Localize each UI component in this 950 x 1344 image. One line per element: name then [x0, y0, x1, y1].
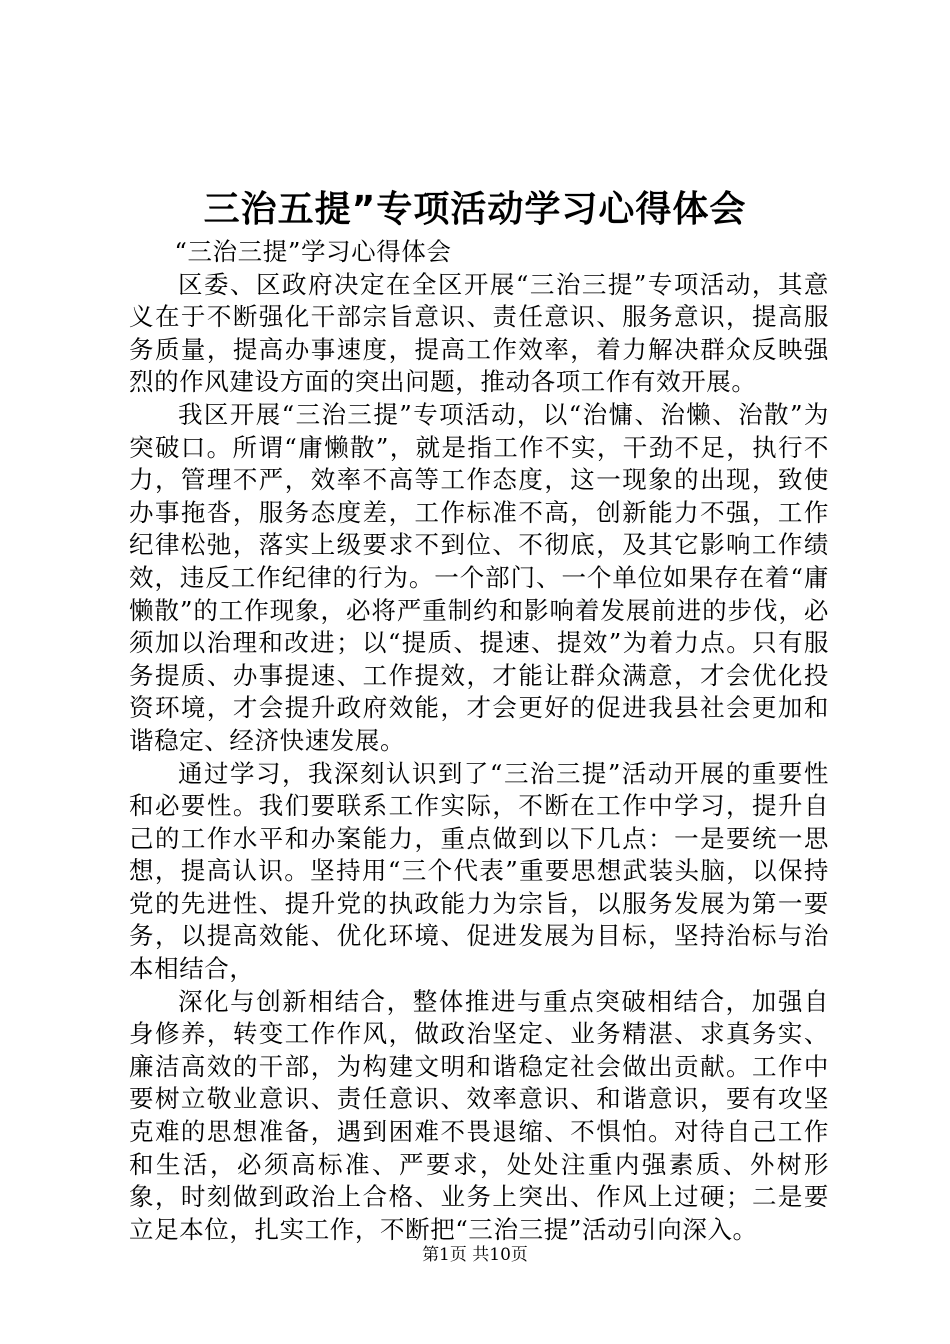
paragraph-2: 我区开展“三治三提”专项活动，以“治慵、治懒、治散”为突破口。所谓“庸懒散”，就是指工作不实，干劲不足，执行不力，管理不严，效率不高等工作态度，这一现象的出现，致使办事拖沓，服务态度差，工作标准不高，创新能力不强，工作纪律松弛，落实上级要求不到位、不彻底，及其它影响工作绩效，违反工作纪律的行为。一个部门、一个单位如果存在着“庸懒散”的工作现象，必将严重制约和影响着发展前进的步伐，必须加以治理和改进；以“提质、提速、提效”为着力点。只有服务提质、办事提速、工作提效，才能让群众满意，才会优化投资环境，才会提升政府效能，才会更好的促进我县社会更加和谐稳定、经济快速发展。	[129, 399, 829, 755]
paragraph-3: 通过学习，我深刻认识到了“三治三提”活动开展的重要性和必要性。我们要联系工作实际，不断在工作中学习，提升自己的工作水平和办案能力，重点做到以下几点：一是要统一思想，提高认识。坚持用“三个代表”重要思想武装头脑，以保持党的先进性、提升党的执政能力为宗旨，以服务发展为第一要务，以提高效能、优化环境、促进发展为目标，坚持治标与治本相结合，	[129, 758, 829, 984]
paragraph-4: 深化与创新相结合，整体推进与重点突破相结合，加强自身修养，转变工作作风，做政治坚定、业务精湛、求真务实、廉洁高效的干部，为构建文明和谐稳定社会做出贡献。工作中要树立敬业意识、责任意识、效率意识、和谐意识，要有攻坚克难的思想准备，遇到困难不畏退缩、不惧怕。对待自己工作和生活，必须高标准、严要求，处处注重内强素质、外树形象，时刻做到政治上合格、业务上突出、作风上过硬；二是要立足本位，扎实工作，不断把“三治三提”活动引向深入。	[129, 986, 829, 1244]
document-subtitle: “三治三提”学习心得体会	[174, 237, 452, 266]
paragraph-1: 区委、区政府决定在全区开展“三治三提”专项活动，其意义在于不断强化干部宗旨意识、责任意识、服务意识，提高服务质量，提高办事速度，提高工作效率，着力解决群众反映强烈的作风建设方面的突出问题，推动各项工作有效开展。	[129, 269, 829, 397]
page-number-footer: 第1页 共10页	[422, 1245, 528, 1265]
document-title: 三治五提”专项活动学习心得体会	[203, 189, 747, 230]
document-body	[129, 236, 829, 1246]
